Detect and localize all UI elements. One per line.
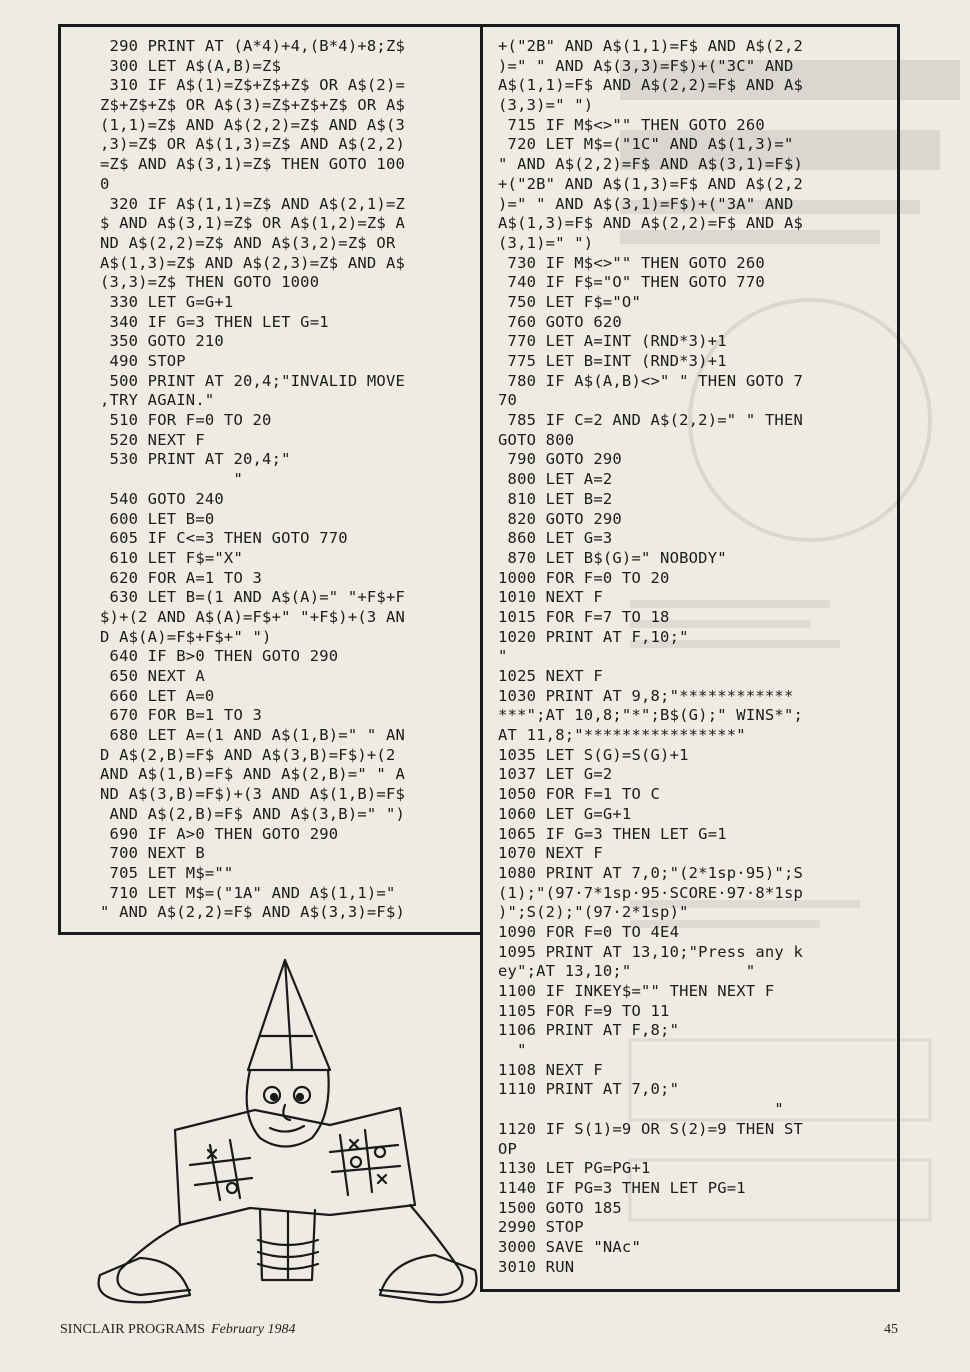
code-line: 1120 IF S(1)=9 OR S(2)=9 THEN ST <box>498 1119 804 1138</box>
code-line: 1060 LET G=G+1 <box>498 804 632 823</box>
code-line: +("2B" AND A$(1,1)=F$ AND A$(2,2 <box>498 37 804 55</box>
code-line: 785 IF C=2 AND A$(2,2)=" " THEN <box>498 411 804 430</box>
code-line: 650 NEXT A <box>100 667 205 685</box>
code-line: " AND A$(2,2)=F$ AND A$(3,1)=F$) <box>498 155 804 174</box>
code-line: 1065 IF G=3 THEN LET G=1 <box>498 824 727 843</box>
code-line: 770 LET A=INT (RND*3)+1 <box>498 332 727 351</box>
frame-divider-horizontal <box>58 932 483 935</box>
code-line: 1015 FOR F=7 TO 18 <box>498 607 670 626</box>
code-line: 680 LET A=(1 AND A$(1,B)=" " AN <box>100 726 406 745</box>
code-line: 1110 PRINT AT 7,0;" <box>498 1080 680 1099</box>
code-line: ND A$(2,2)=Z$ AND A$(3,2)=Z$ OR <box>100 233 396 252</box>
code-line: 290 PRINT AT (A*4)+4,(B*4)+8;Z$ <box>100 37 406 55</box>
code-line: 330 LET G=G+1 <box>100 292 234 311</box>
code-line: 1035 LET S(G)=S(G)+1 <box>498 745 689 764</box>
code-line: 730 IF M$<>"" THEN GOTO 260 <box>498 253 765 272</box>
code-line: 605 IF C<=3 THEN GOTO 770 <box>100 529 348 548</box>
code-line: ND A$(3,B)=F$)+(3 AND A$(1,B)=F$ <box>100 785 406 804</box>
code-line: 0 <box>100 174 110 193</box>
code-line: 820 GOTO 290 <box>498 509 622 528</box>
code-line: 1010 NEXT F <box>498 588 603 607</box>
code-line: 540 GOTO 240 <box>100 489 224 508</box>
code-line: )=" " AND A$(3,3)=F$)+("3C" AND <box>498 56 794 75</box>
code-line: AND A$(2,B)=F$ AND A$(3,B)=" ") <box>100 804 406 823</box>
code-line: " AND A$(2,2)=F$ AND A$(3,3)=F$) <box>100 903 406 922</box>
code-line: )";S(2);"(97·2*1sp)" <box>498 903 689 922</box>
code-line: 1080 PRINT AT 7,0;"(2*1sp·95)";S <box>498 863 804 882</box>
code-line: 620 FOR A=1 TO 3 <box>100 568 263 587</box>
code-line: (1,1)=Z$ AND A$(2,2)=Z$ AND A$(3 <box>100 115 406 134</box>
code-line: 310 IF A$(1)=Z$+Z$+Z$ OR A$(2)= <box>100 76 406 95</box>
code-line: (1);"(97·7*1sp·95·SCORE·97·8*1sp <box>498 883 804 902</box>
code-line: $)+(2 AND A$(A)=F$+" "+F$)+(3 AN <box>100 607 406 626</box>
code-line: (3,1)=" ") <box>498 233 594 252</box>
code-line: 520 NEXT F <box>100 430 205 449</box>
code-line: ,3)=Z$ OR A$(1,3)=Z$ AND A$(2,2) <box>100 135 406 154</box>
page-footer-publication <box>60 1322 295 1338</box>
code-line: 490 STOP <box>100 352 186 370</box>
code-line: 300 LET A$(A,B)=Z$ <box>100 56 282 75</box>
pencil-character-illustration <box>80 940 490 1310</box>
code-line: D A$(A)=F$+F$+" ") <box>100 627 272 646</box>
code-line: 1105 FOR F=9 TO 11 <box>498 1001 670 1020</box>
publication-name: SINCLAIR PROGRAMS <box>60 1322 206 1337</box>
code-line: Z$+Z$+Z$ OR A$(3)=Z$+Z$+Z$ OR A$ <box>100 96 406 115</box>
code-line: 3000 SAVE "NAc" <box>498 1237 641 1256</box>
code-line: " <box>498 1041 527 1060</box>
code-line: 1130 LET PG=PG+1 <box>498 1159 651 1178</box>
code-line: 1000 FOR F=0 TO 20 <box>498 568 670 587</box>
code-line: 700 NEXT B <box>100 844 205 863</box>
code-line: " <box>498 1100 784 1119</box>
program-listing-right-column <box>498 37 803 1277</box>
code-line: 760 GOTO 620 <box>498 312 622 331</box>
code-line: 640 IF B>0 THEN GOTO 290 <box>100 647 339 666</box>
code-line: 690 IF A>0 THEN GOTO 290 <box>100 824 339 843</box>
code-line: OP <box>498 1139 518 1158</box>
code-line: 530 PRINT AT 20,4;" <box>100 450 291 469</box>
code-line: " <box>498 647 508 666</box>
code-line: ,TRY AGAIN." <box>100 391 215 410</box>
code-line: 610 LET F$="X" <box>100 548 243 567</box>
code-line: 1050 FOR F=1 TO C <box>498 785 661 804</box>
code-line: 720 LET M$=("1C" AND A$(1,3)=" <box>498 135 794 154</box>
code-line: 1025 NEXT F <box>498 667 603 685</box>
code-line: AT 11,8;"****************" <box>498 726 746 745</box>
code-line: (3,3)=Z$ THEN GOTO 1000 <box>100 273 320 292</box>
code-line: 800 LET A=2 <box>498 470 613 489</box>
code-line: 340 IF G=3 THEN LET G=1 <box>100 312 329 331</box>
code-line: 510 FOR F=0 TO 20 <box>100 411 272 430</box>
code-line: 1030 PRINT AT 9,8;"************ <box>498 686 794 705</box>
code-line: ey";AT 13,10;" " <box>498 962 756 981</box>
code-line: A$(1,3)=F$ AND A$(2,2)=F$ AND A$ <box>498 214 804 233</box>
code-line: =Z$ AND A$(3,1)=Z$ THEN GOTO 100 <box>100 155 406 174</box>
code-line: 670 FOR B=1 TO 3 <box>100 706 263 725</box>
code-line: 780 IF A$(A,B)<>" " THEN GOTO 7 <box>498 371 804 390</box>
code-line: 740 IF F$="O" THEN GOTO 770 <box>498 273 765 292</box>
code-line: 630 LET B=(1 AND A$(A)=" "+F$+F <box>100 588 406 607</box>
code-line: 1090 FOR F=0 TO 4E4 <box>498 922 680 941</box>
code-line: 660 LET A=0 <box>100 686 215 705</box>
code-line: 1108 NEXT F <box>498 1060 603 1079</box>
code-line: AND A$(1,B)=F$ AND A$(2,B)=" " A <box>100 765 406 784</box>
code-line: +("2B" AND A$(1,3)=F$ AND A$(2,2 <box>498 174 804 193</box>
issue-date: February 1984 <box>211 1322 296 1337</box>
code-line: GOTO 800 <box>498 430 575 449</box>
code-line: ***";AT 10,8;"*";B$(G);" WINS*"; <box>498 706 804 725</box>
code-line: $ AND A$(3,1)=Z$ OR A$(1,2)=Z$ A <box>100 214 406 233</box>
code-line: (3,3)=" ") <box>498 96 594 115</box>
code-line: 70 <box>498 391 518 410</box>
code-line: 2990 STOP <box>498 1218 584 1237</box>
code-line: 810 LET B=2 <box>498 489 613 508</box>
code-line: 1020 PRINT AT F,10;" <box>498 627 689 646</box>
code-line: 320 IF A$(1,1)=Z$ AND A$(2,1)=Z <box>100 194 406 213</box>
page-number: 45 <box>884 1322 898 1337</box>
code-line: A$(1,3)=Z$ AND A$(2,3)=Z$ AND A$ <box>100 253 406 272</box>
code-line: 1140 IF PG=3 THEN LET PG=1 <box>498 1178 746 1197</box>
code-line: 1070 NEXT F <box>498 844 603 863</box>
code-line: 860 LET G=3 <box>498 529 613 548</box>
code-line: 1500 GOTO 185 <box>498 1198 622 1217</box>
code-line: 705 LET M$="" <box>100 863 234 882</box>
code-line: 790 GOTO 290 <box>498 450 622 469</box>
code-line: 870 LET B$(G)=" NOBODY" <box>498 548 727 567</box>
code-line: 1037 LET G=2 <box>498 765 613 784</box>
code-line: 715 IF M$<>"" THEN GOTO 260 <box>498 115 765 134</box>
code-line: 500 PRINT AT 20,4;"INVALID MOVE <box>100 371 406 390</box>
code-line: 710 LET M$=("1A" AND A$(1,1)=" <box>100 883 396 902</box>
code-line: " <box>100 470 243 489</box>
program-listing-left-column <box>100 37 405 923</box>
code-line: 350 GOTO 210 <box>100 332 224 351</box>
code-line: D A$(2,B)=F$ AND A$(3,B)=F$)+(2 <box>100 745 396 764</box>
code-line: 750 LET F$="O" <box>498 292 641 311</box>
code-line: 600 LET B=0 <box>100 509 215 528</box>
code-line: 1106 PRINT AT F,8;" <box>498 1021 680 1040</box>
code-line: 3010 RUN <box>498 1257 575 1276</box>
code-line: 775 LET B=INT (RND*3)+1 <box>498 352 727 370</box>
code-line: )=" " AND A$(3,1)=F$)+("3A" AND <box>498 194 794 213</box>
code-line: 1095 PRINT AT 13,10;"Press any k <box>498 942 804 961</box>
code-line: 1100 IF INKEY$="" THEN NEXT F <box>498 982 775 1000</box>
code-line: A$(1,1)=F$ AND A$(2,2)=F$ AND A$ <box>498 76 804 95</box>
